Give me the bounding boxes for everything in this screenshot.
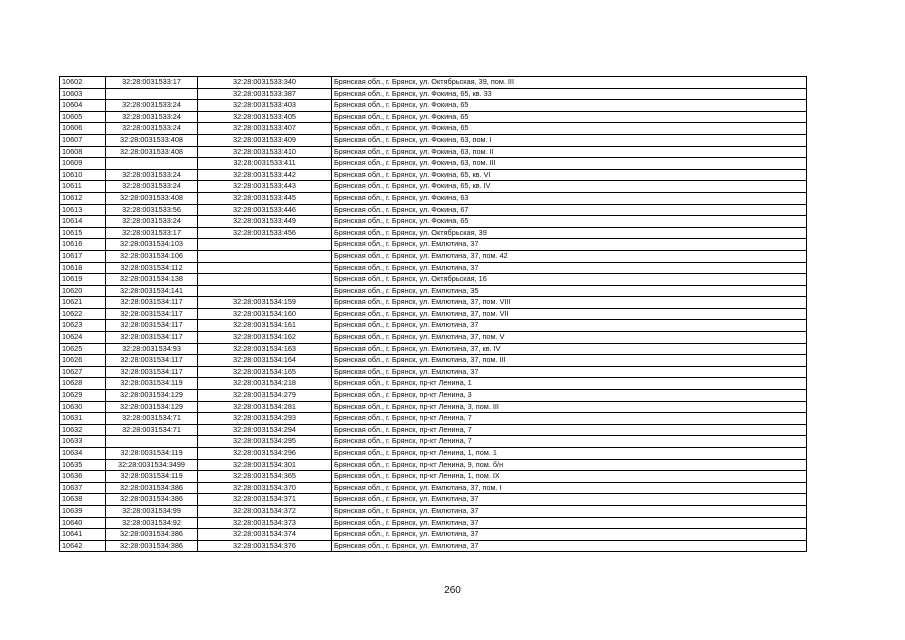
- table-row: [60, 77, 807, 89]
- land-parcel-number-cell: 32:28:0031534:129: [106, 401, 198, 413]
- land-parcel-number-cell: 32:28:0031534:119: [106, 448, 198, 460]
- table-row: [60, 169, 807, 181]
- object-cadastral-number-cell: 32:28:0031534:162: [198, 332, 332, 344]
- table-row: [60, 366, 807, 378]
- address-cell: Брянская обл., г. Брянск, ул. Октябрьская, 39, пом. III: [332, 77, 807, 89]
- row-number-cell: 10603: [60, 88, 106, 100]
- object-cadastral-number-cell: 32:28:0031534:279: [198, 390, 332, 402]
- object-cadastral-number-cell: 32:28:0031534:296: [198, 448, 332, 460]
- address-cell: Брянская обл., г. Брянск, ул. Емлютина, 37: [332, 540, 807, 552]
- address-cell: Брянская обл., г. Брянск, ул. Емлютина, 37, пом. V: [332, 332, 807, 344]
- address-cell: Брянская обл., г. Брянск, пр-кт Ленина, 9, пом. б/н: [332, 459, 807, 471]
- row-number-cell: 10642: [60, 540, 106, 552]
- land-parcel-number-cell: 32:28:0031534:141: [106, 285, 198, 297]
- object-cadastral-number-cell: 32:28:0031533:407: [198, 123, 332, 135]
- table-row: [60, 332, 807, 344]
- address-cell: Брянская обл., г. Брянск, ул. Фокина, 65: [332, 216, 807, 228]
- row-number-cell: 10611: [60, 181, 106, 193]
- land-parcel-number-cell: [106, 88, 198, 100]
- table-row: [60, 123, 807, 135]
- land-parcel-number-cell: 32:28:0031533:24: [106, 111, 198, 123]
- table-row: [60, 343, 807, 355]
- address-cell: Брянская обл., г. Брянск, пр-кт Ленина, 1, пом. IX: [332, 471, 807, 483]
- object-cadastral-number-cell: 32:28:0031534:165: [198, 366, 332, 378]
- object-cadastral-number-cell: 32:28:0031533:411: [198, 158, 332, 170]
- object-cadastral-number-cell: 32:28:0031534:370: [198, 482, 332, 494]
- address-cell: Брянская обл., г. Брянск, ул. Емлютина, 37, пом. 42: [332, 250, 807, 262]
- land-parcel-number-cell: 32:28:0031534:386: [106, 494, 198, 506]
- address-cell: Брянская обл., г. Брянск, ул. Фокина, 65, кв. IV: [332, 181, 807, 193]
- object-cadastral-number-cell: 32:28:0031534:218: [198, 378, 332, 390]
- address-cell: Брянская обл., г. Брянск, ул. Емлютина, 37: [332, 262, 807, 274]
- address-cell: Брянская обл., г. Брянск, ул. Емлютина, 35: [332, 285, 807, 297]
- address-cell: Брянская обл., г. Брянск, пр-кт Ленина, 7: [332, 424, 807, 436]
- land-parcel-number-cell: 32:28:0031534:103: [106, 239, 198, 251]
- land-parcel-number-cell: 32:28:0031533:24: [106, 181, 198, 193]
- row-number-cell: 10630: [60, 401, 106, 413]
- land-parcel-number-cell: 32:28:0031534:93: [106, 343, 198, 355]
- row-number-cell: 10634: [60, 448, 106, 460]
- address-cell: Брянская обл., г. Брянск, ул. Емлютина, 37, кв. IV: [332, 343, 807, 355]
- row-number-cell: 10638: [60, 494, 106, 506]
- table-row: [60, 111, 807, 123]
- land-parcel-number-cell: 32:28:0031534:71: [106, 413, 198, 425]
- table-row: [60, 204, 807, 216]
- object-cadastral-number-cell: [198, 239, 332, 251]
- table-row: [60, 505, 807, 517]
- address-cell: Брянская обл., г. Брянск, пр-кт Ленина, 7: [332, 413, 807, 425]
- address-cell: Брянская обл., г. Брянск, ул. Фокина, 63, пом. I: [332, 134, 807, 146]
- object-cadastral-number-cell: 32:28:0031533:445: [198, 192, 332, 204]
- land-parcel-number-cell: 32:28:0031533:408: [106, 134, 198, 146]
- table-row: [60, 274, 807, 286]
- land-parcel-number-cell: 32:28:0031534:117: [106, 355, 198, 367]
- address-cell: Брянская обл., г. Брянск, пр-кт Ленина, 3, пом. III: [332, 401, 807, 413]
- address-cell: Брянская обл., г. Брянск, ул. Емлютина, 37, пом. VII: [332, 308, 807, 320]
- object-cadastral-number-cell: [198, 250, 332, 262]
- table-row: [60, 134, 807, 146]
- object-cadastral-number-cell: 32:28:0031533:443: [198, 181, 332, 193]
- object-cadastral-number-cell: 32:28:0031534:164: [198, 355, 332, 367]
- row-number-cell: 10613: [60, 204, 106, 216]
- row-number-cell: 10633: [60, 436, 106, 448]
- address-cell: Брянская обл., г. Брянск, ул. Октябрьская, 16: [332, 274, 807, 286]
- table-row: [60, 482, 807, 494]
- object-cadastral-number-cell: 32:28:0031533:446: [198, 204, 332, 216]
- table-row: [60, 471, 807, 483]
- row-number-cell: 10616: [60, 239, 106, 251]
- land-parcel-number-cell: 32:28:0031533:24: [106, 169, 198, 181]
- table-row: [60, 459, 807, 471]
- land-parcel-number-cell: 32:28:0031534:117: [106, 320, 198, 332]
- land-parcel-number-cell: 32:28:0031534:129: [106, 390, 198, 402]
- object-cadastral-number-cell: 32:28:0031533:387: [198, 88, 332, 100]
- row-number-cell: 10614: [60, 216, 106, 228]
- table-row: [60, 413, 807, 425]
- land-parcel-number-cell: 32:28:0031534:119: [106, 378, 198, 390]
- row-number-cell: 10612: [60, 192, 106, 204]
- table-row: [60, 390, 807, 402]
- row-number-cell: 10607: [60, 134, 106, 146]
- address-cell: Брянская обл., г. Брянск, ул. Фокина, 63, пом. III: [332, 158, 807, 170]
- land-parcel-number-cell: 32:28:0031533:24: [106, 100, 198, 112]
- table-row: [60, 401, 807, 413]
- table-row: [60, 262, 807, 274]
- land-parcel-number-cell: 32:28:0031534:117: [106, 366, 198, 378]
- table-row: [60, 146, 807, 158]
- object-cadastral-number-cell: 32:28:0031534:294: [198, 424, 332, 436]
- address-cell: Брянская обл., г. Брянск, ул. Емлютина, 37: [332, 494, 807, 506]
- table-row: [60, 227, 807, 239]
- land-parcel-number-cell: 32:28:0031534:106: [106, 250, 198, 262]
- address-cell: Брянская обл., г. Брянск, ул. Фокина, 65: [332, 123, 807, 135]
- table-row: [60, 355, 807, 367]
- address-cell: Брянская обл., г. Брянск, пр-кт Ленина, 1: [332, 378, 807, 390]
- land-parcel-number-cell: 32:28:0031534:119: [106, 471, 198, 483]
- land-parcel-number-cell: 32:28:0031534:3499: [106, 459, 198, 471]
- object-cadastral-number-cell: 32:28:0031533:340: [198, 77, 332, 89]
- row-number-cell: 10609: [60, 158, 106, 170]
- land-parcel-number-cell: 32:28:0031534:138: [106, 274, 198, 286]
- address-cell: Брянская обл., г. Брянск, пр-кт Ленина, 7: [332, 436, 807, 448]
- land-parcel-number-cell: [106, 158, 198, 170]
- object-cadastral-number-cell: [198, 274, 332, 286]
- land-parcel-number-cell: 32:28:0031533:408: [106, 192, 198, 204]
- table-row: [60, 436, 807, 448]
- register-table-body: [60, 77, 807, 552]
- row-number-cell: 10605: [60, 111, 106, 123]
- object-cadastral-number-cell: 32:28:0031533:410: [198, 146, 332, 158]
- table-row: [60, 239, 807, 251]
- row-number-cell: 10604: [60, 100, 106, 112]
- land-parcel-number-cell: 32:28:0031533:56: [106, 204, 198, 216]
- row-number-cell: 10639: [60, 505, 106, 517]
- address-cell: Брянская обл., г. Брянск, ул. Емлютина, 37, пом. VIII: [332, 297, 807, 309]
- table-row: [60, 540, 807, 552]
- object-cadastral-number-cell: 32:28:0031534:365: [198, 471, 332, 483]
- table-row: [60, 494, 807, 506]
- address-cell: Брянская обл., г. Брянск, ул. Фокина, 65, кв. 33: [332, 88, 807, 100]
- row-number-cell: 10625: [60, 343, 106, 355]
- land-parcel-number-cell: 32:28:0031534:112: [106, 262, 198, 274]
- object-cadastral-number-cell: [198, 285, 332, 297]
- address-cell: Брянская обл., г. Брянск, ул. Емлютина, 37: [332, 239, 807, 251]
- row-number-cell: 10632: [60, 424, 106, 436]
- row-number-cell: 10631: [60, 413, 106, 425]
- table-row: [60, 158, 807, 170]
- object-cadastral-number-cell: 32:28:0031534:373: [198, 517, 332, 529]
- row-number-cell: 10619: [60, 274, 106, 286]
- land-parcel-number-cell: 32:28:0031533:17: [106, 227, 198, 239]
- address-cell: Брянская обл., г. Брянск, ул. Емлютина, 37: [332, 320, 807, 332]
- address-cell: Брянская обл., г. Брянск, ул. Фокина, 65: [332, 100, 807, 112]
- row-number-cell: 10623: [60, 320, 106, 332]
- address-cell: Брянская обл., г. Брянск, ул. Емлютина, 37: [332, 529, 807, 541]
- row-number-cell: 10606: [60, 123, 106, 135]
- table-row: [60, 250, 807, 262]
- object-cadastral-number-cell: 32:28:0031534:301: [198, 459, 332, 471]
- address-cell: Брянская обл., г. Брянск, ул. Октябрьская, 39: [332, 227, 807, 239]
- row-number-cell: 10641: [60, 529, 106, 541]
- land-parcel-number-cell: 32:28:0031534:386: [106, 529, 198, 541]
- land-parcel-number-cell: 32:28:0031534:92: [106, 517, 198, 529]
- row-number-cell: 10608: [60, 146, 106, 158]
- row-number-cell: 10640: [60, 517, 106, 529]
- object-cadastral-number-cell: 32:28:0031533:409: [198, 134, 332, 146]
- table-row: [60, 517, 807, 529]
- row-number-cell: 10635: [60, 459, 106, 471]
- object-cadastral-number-cell: 32:28:0031534:295: [198, 436, 332, 448]
- object-cadastral-number-cell: 32:28:0031533:405: [198, 111, 332, 123]
- table-row: [60, 448, 807, 460]
- row-number-cell: 10621: [60, 297, 106, 309]
- object-cadastral-number-cell: 32:28:0031534:160: [198, 308, 332, 320]
- object-cadastral-number-cell: 32:28:0031533:403: [198, 100, 332, 112]
- address-cell: Брянская обл., г. Брянск, ул. Фокина, 63: [332, 192, 807, 204]
- object-cadastral-number-cell: 32:28:0031534:372: [198, 505, 332, 517]
- row-number-cell: 10636: [60, 471, 106, 483]
- table-row: [60, 181, 807, 193]
- row-number-cell: 10624: [60, 332, 106, 344]
- row-number-cell: 10637: [60, 482, 106, 494]
- object-cadastral-number-cell: 32:28:0031534:374: [198, 529, 332, 541]
- address-cell: Брянская обл., г. Брянск, ул. Фокина, 65: [332, 111, 807, 123]
- table-row: [60, 216, 807, 228]
- address-cell: Брянская обл., г. Брянск, ул. Емлютина, 37, пом. I: [332, 482, 807, 494]
- page-number: 260: [444, 585, 461, 596]
- address-cell: Брянская обл., г. Брянск, пр-кт Ленина, 1, пом. 1: [332, 448, 807, 460]
- table-row: [60, 320, 807, 332]
- object-cadastral-number-cell: 32:28:0031533:456: [198, 227, 332, 239]
- object-cadastral-number-cell: 32:28:0031534:281: [198, 401, 332, 413]
- row-number-cell: 10610: [60, 169, 106, 181]
- address-cell: Брянская обл., г. Брянск, ул. Емлютина, 37: [332, 505, 807, 517]
- object-cadastral-number-cell: 32:28:0031534:293: [198, 413, 332, 425]
- address-cell: Брянская обл., г. Брянск, ул. Фокина, 65, кв. VI: [332, 169, 807, 181]
- row-number-cell: 10627: [60, 366, 106, 378]
- row-number-cell: 10620: [60, 285, 106, 297]
- land-parcel-number-cell: [106, 436, 198, 448]
- land-parcel-number-cell: 32:28:0031534:117: [106, 297, 198, 309]
- table-row: [60, 285, 807, 297]
- table-row: [60, 100, 807, 112]
- object-cadastral-number-cell: 32:28:0031534:161: [198, 320, 332, 332]
- table-row: [60, 88, 807, 100]
- object-cadastral-number-cell: 32:28:0031533:442: [198, 169, 332, 181]
- row-number-cell: 10622: [60, 308, 106, 320]
- land-parcel-number-cell: 32:28:0031534:117: [106, 332, 198, 344]
- row-number-cell: 10628: [60, 378, 106, 390]
- land-parcel-number-cell: 32:28:0031533:24: [106, 216, 198, 228]
- object-cadastral-number-cell: 32:28:0031534:376: [198, 540, 332, 552]
- table-row: [60, 308, 807, 320]
- land-parcel-number-cell: 32:28:0031534:386: [106, 540, 198, 552]
- object-cadastral-number-cell: 32:28:0031534:163: [198, 343, 332, 355]
- object-cadastral-number-cell: 32:28:0031533:449: [198, 216, 332, 228]
- row-number-cell: 10617: [60, 250, 106, 262]
- address-cell: Брянская обл., г. Брянск, пр-кт Ленина, 3: [332, 390, 807, 402]
- address-cell: Брянская обл., г. Брянск, ул. Емлютина, 37: [332, 366, 807, 378]
- row-number-cell: 10629: [60, 390, 106, 402]
- address-cell: Брянская обл., г. Брянск, ул. Емлютина, 37, пом. III: [332, 355, 807, 367]
- table-row: [60, 297, 807, 309]
- object-cadastral-number-cell: [198, 262, 332, 274]
- row-number-cell: 10618: [60, 262, 106, 274]
- row-number-cell: 10626: [60, 355, 106, 367]
- land-parcel-number-cell: 32:28:0031534:71: [106, 424, 198, 436]
- land-parcel-number-cell: 32:28:0031533:17: [106, 77, 198, 89]
- table-row: [60, 529, 807, 541]
- table-row: [60, 378, 807, 390]
- land-parcel-number-cell: 32:28:0031534:117: [106, 308, 198, 320]
- property-register-table: [59, 76, 807, 552]
- land-parcel-number-cell: 32:28:0031533:408: [106, 146, 198, 158]
- address-cell: Брянская обл., г. Брянск, ул. Фокина, 63, пом. II: [332, 146, 807, 158]
- object-cadastral-number-cell: 32:28:0031534:159: [198, 297, 332, 309]
- row-number-cell: 10615: [60, 227, 106, 239]
- table-row: [60, 424, 807, 436]
- table-row: [60, 192, 807, 204]
- row-number-cell: 10602: [60, 77, 106, 89]
- address-cell: Брянская обл., г. Брянск, ул. Емлютина, 37: [332, 517, 807, 529]
- address-cell: Брянская обл., г. Брянск, ул. Фокина, 67: [332, 204, 807, 216]
- land-parcel-number-cell: 32:28:0031534:99: [106, 505, 198, 517]
- land-parcel-number-cell: 32:28:0031534:386: [106, 482, 198, 494]
- object-cadastral-number-cell: 32:28:0031534:371: [198, 494, 332, 506]
- land-parcel-number-cell: 32:28:0031533:24: [106, 123, 198, 135]
